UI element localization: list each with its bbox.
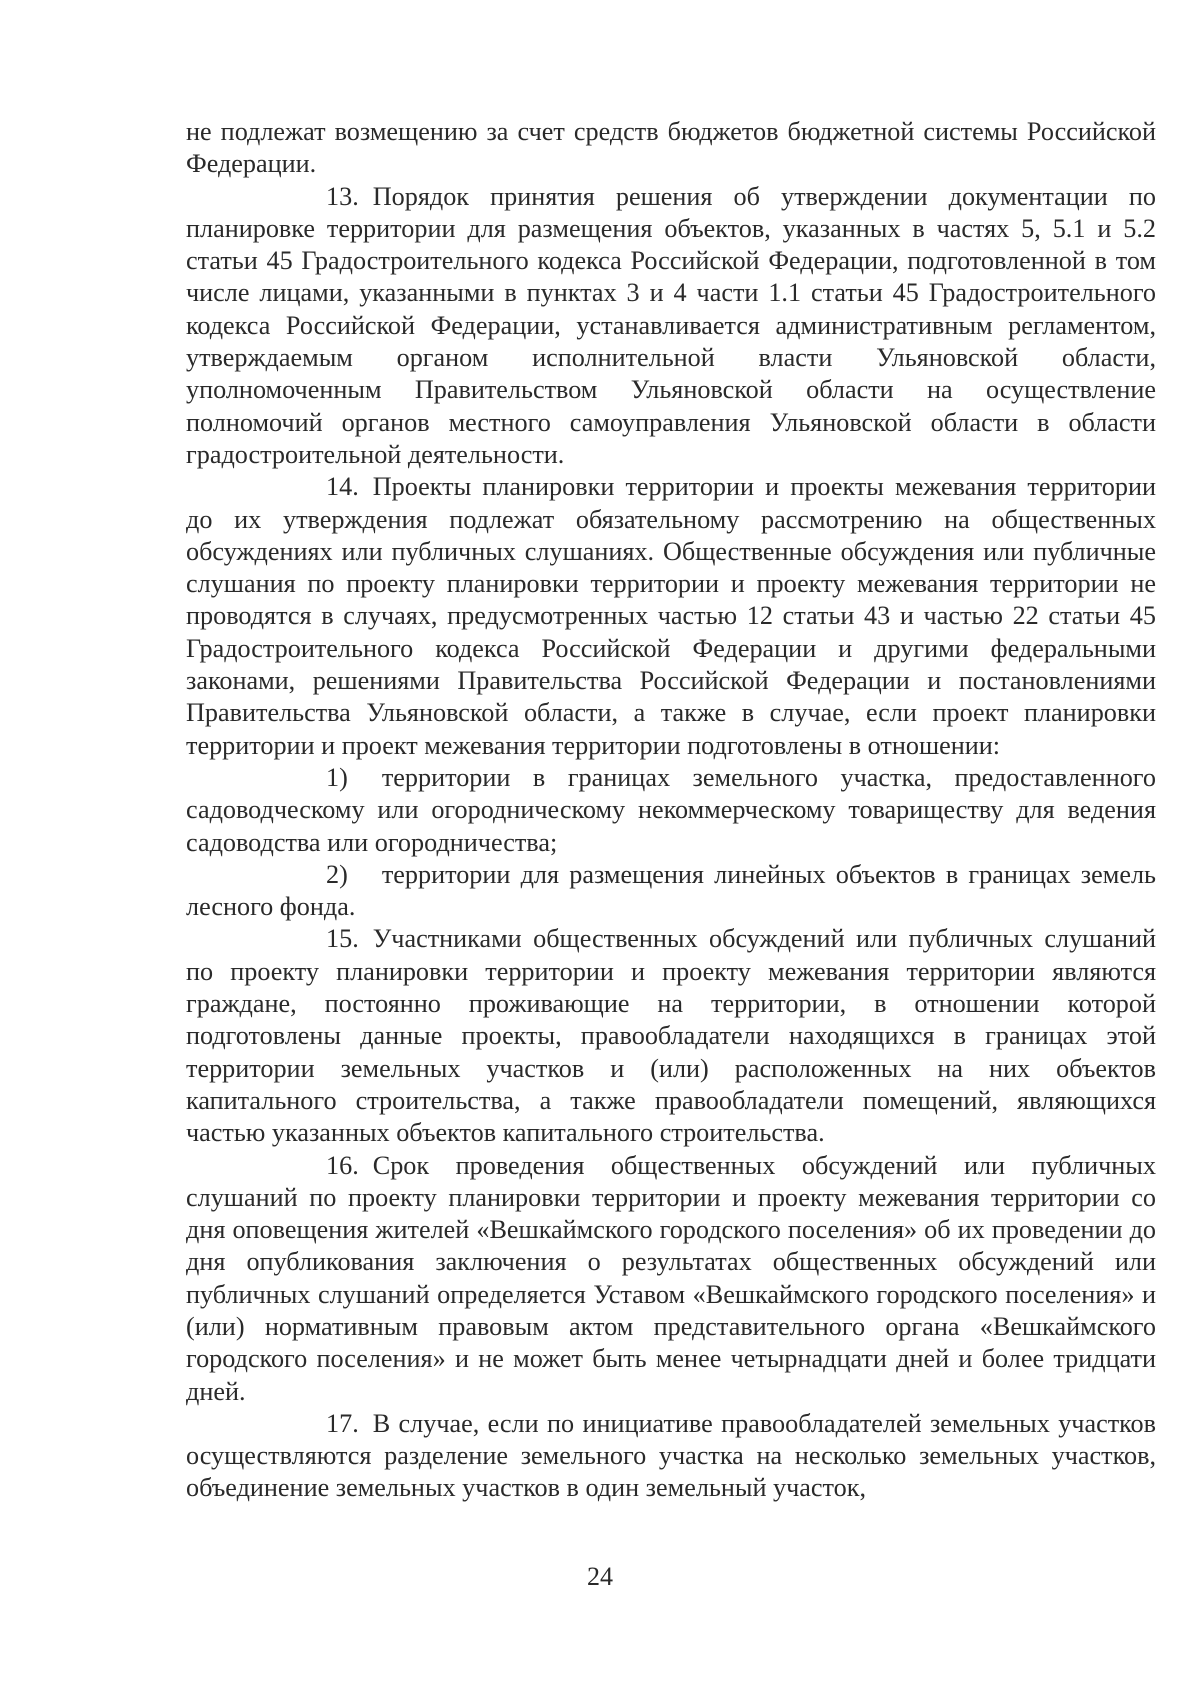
paragraph-number: 15. bbox=[326, 924, 359, 954]
paragraph-number: 17. bbox=[326, 1408, 359, 1438]
paragraph-15 bbox=[186, 923, 1156, 1149]
paragraph-continuation bbox=[186, 116, 1156, 181]
paragraph-text: Участниками общественных обсуждений или публичных слушаний по проекту планировки территории и проекту межевания территории являются граждане, постоянно проживающие на территории, в отношении которой подготовлены данные проекты, правообладатели находящихся в границах этой территории земельных участков и (или) расположенных на них объектов капитального строительства, а также правообладатели помещений, являющихся частью указанных объектов капитального строительства. bbox=[186, 924, 1156, 1148]
paragraph-16 bbox=[186, 1150, 1156, 1408]
list-item-1 bbox=[186, 762, 1156, 859]
list-item-text: территории в границах земельного участка, предоставленного садоводческому или огородническому некоммерческому товариществу для ведения садоводства или огородничества; bbox=[186, 762, 1156, 857]
list-item-text: территории для размещения линейных объектов в границах земель лесного фонда. bbox=[186, 859, 1156, 922]
paragraph-text: Порядок принятия решения об утверждении документации по планировке территории для размещения объектов, указанных в частях 5, 5.1 и 5.2 статьи 45 Градостроительного кодекса Российской Федерации, подготовленной в том числе лицами, указанными в пунктах 3 и 4 части 1.1 статьи 45 Градостроительного кодекса Российской Федерации, устанавливается административным регламентом, утверждаемым органом исполнительной власти Ульяновской области, уполномоченным Правительством Ульяновской области на осуществление полномочий органов местного самоуправления Ульяновской области в области градостроительной деятельности. bbox=[186, 181, 1156, 469]
paragraph-number: 14. bbox=[326, 472, 359, 502]
page-number: 24 bbox=[587, 1562, 613, 1591]
list-item-number: 2) bbox=[326, 859, 348, 889]
list-item-number: 1) bbox=[326, 762, 348, 792]
paragraph-number: 13. bbox=[326, 181, 359, 211]
paragraph-text: не подлежат возмещению за счет средств бюджетов бюджетной системы Российской Федерации. bbox=[186, 117, 1156, 179]
paragraph-14 bbox=[186, 471, 1156, 762]
paragraph-text: Срок проведения общественных обсуждений или публичных слушаний по проекту планировки территории и проекту межевания территории со дня оповещения жителей «Вешкаймского городского поселения» об их проведении до дня опубликования заключения о результатах общественных обсуждений или публичных слушаний определяется Уставом «Вешкаймского городского поселения» и (или) нормативным правовым актом представительного органа «Вешкаймского городского поселения» и не может быть менее четырнадцати дней и более тридцати дней. bbox=[186, 1150, 1156, 1406]
paragraph-text: Проекты планировки территории и проекты межевания территории до их утверждения подлежат обязательному рассмотрению на общественных обсуждениях или публичных слушаниях. Общественные обсуждения или публичные слушания по проекту планировки территории и проекту межевания территории не проводятся в случаях, предусмотренных частью 12 статьи 43 и частью 22 статьи 45 Градостроительного кодекса Российской Федерации и другими федеральными законами, решениями Правительства Российской Федерации и постановлениями Правительства Ульяновской области, а также в случае, если проект планировки территории и проект межевания территории подготовлены в отношении: bbox=[186, 472, 1156, 760]
document-body bbox=[186, 116, 1156, 1505]
paragraph-13 bbox=[186, 181, 1156, 472]
paragraph-number: 16. bbox=[326, 1150, 359, 1180]
list-item-2 bbox=[186, 859, 1156, 924]
paragraph-17 bbox=[186, 1408, 1156, 1505]
paragraph-text: В случае, если по инициативе правообладателей земельных участков осуществляются разделение земельного участка на несколько земельных участков, объединение земельных участков в один земельный участок, bbox=[186, 1408, 1156, 1503]
